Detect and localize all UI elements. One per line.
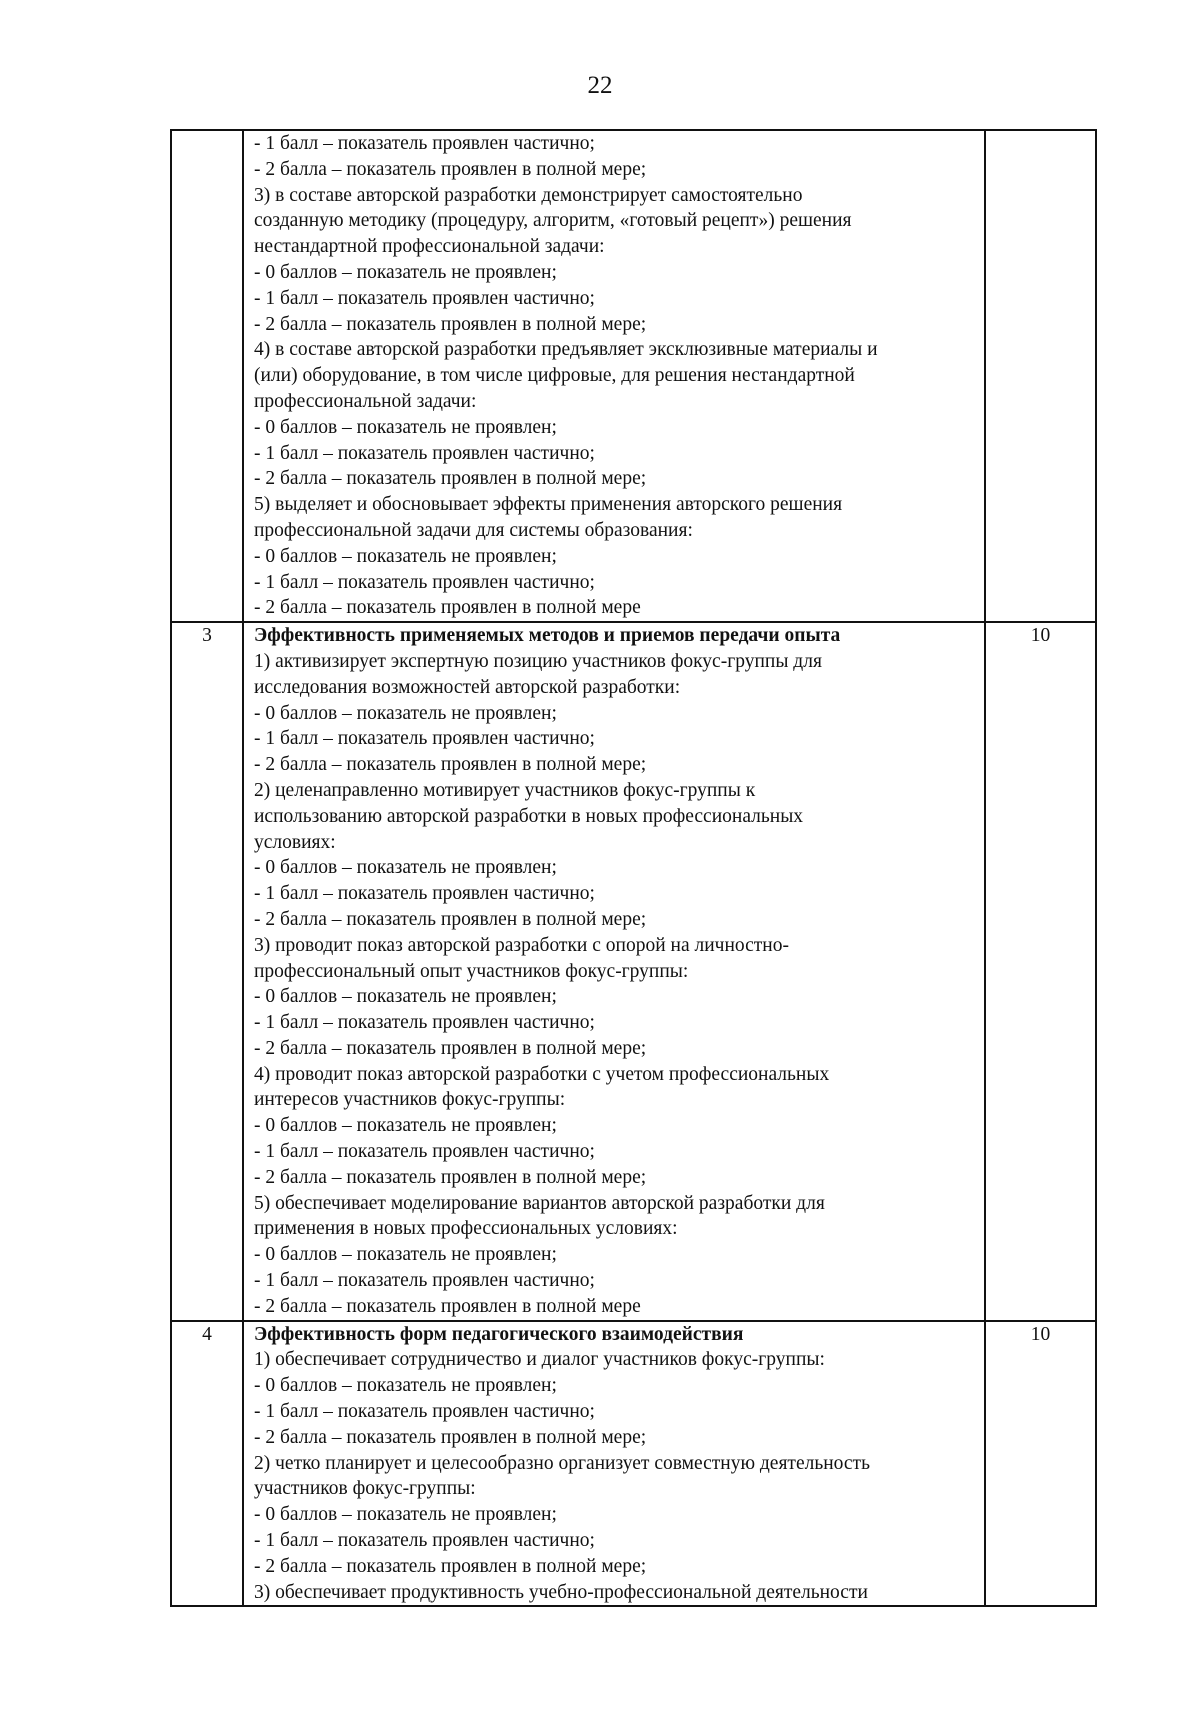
row-number: 3 [171, 622, 243, 1321]
criterion-line: - 2 балла – показатель проявлен в полной мере; [254, 1426, 647, 1448]
criterion-line: 3) обеспечивает продуктивность учебно-профессиональной деятельности [254, 1581, 868, 1603]
criterion-title: Эффективность применяемых методов и приемов передачи опыта [254, 625, 841, 647]
table-row [171, 130, 1096, 622]
criterion-line: - 1 балл – показатель проявлен частично; [254, 571, 595, 593]
table-row [171, 622, 1096, 1321]
criterion-line: - 1 балл – показатель проявлен частично; [254, 1012, 595, 1034]
criterion-line: профессиональной задачи для системы образования: [254, 519, 693, 541]
criterion-line: профессиональной задачи: [254, 390, 477, 412]
criterion-line: 3) проводит показ авторской разработки с опорой на личностно- [254, 934, 789, 956]
criterion-line: - 1 балл – показатель проявлен частично; [254, 287, 595, 309]
criterion-title: Эффективность форм педагогического взаимодействия [254, 1323, 744, 1345]
criterion-line: 1) активизирует экспертную позицию участников фокус-группы для [254, 650, 822, 672]
criterion-line: - 2 балла – показатель проявлен в полной мере; [254, 468, 647, 490]
criterion-line: - 1 балл – показатель проявлен частично; [254, 1141, 595, 1163]
criterion-line: - 0 баллов – показатель не проявлен; [254, 545, 557, 567]
criterion-line: 1) обеспечивает сотрудничество и диалог участников фокус-группы: [254, 1349, 825, 1371]
criterion-line: условиях: [254, 831, 336, 853]
criterion-line: профессиональный опыт участников фокус-группы: [254, 960, 689, 982]
criterion-line: участников фокус-группы: [254, 1478, 476, 1500]
criterion-line: - 2 балла – показатель проявлен в полной мере; [254, 313, 647, 335]
criterion-line: - 1 балл – показатель проявлен частично; [254, 1530, 595, 1552]
max-score: 10 [985, 622, 1096, 1321]
criterion-line: нестандартной профессиональной задачи: [254, 236, 605, 258]
criterion-description [243, 1321, 985, 1607]
criterion-line: применения в новых профессиональных условиях: [254, 1218, 678, 1240]
criterion-line: - 0 баллов – показатель не проявлен; [254, 986, 557, 1008]
criterion-line: - 2 балла – показатель проявлен в полной мере; [254, 1037, 647, 1059]
criterion-line: созданную методику (процедуру, алгоритм, «готовый рецепт») решения [254, 210, 852, 232]
criterion-line: - 2 балла – показатель проявлен в полной мере; [254, 754, 647, 776]
row-number: 4 [171, 1321, 243, 1607]
criterion-line: 5) обеспечивает моделирование вариантов авторской разработки для [254, 1192, 825, 1214]
table-row [171, 1321, 1096, 1607]
criterion-line: 4) в составе авторской разработки предъявляет эксклюзивные материалы и [254, 339, 878, 361]
criterion-line: 3) в составе авторской разработки демонстрирует самостоятельно [254, 184, 803, 206]
criterion-line: 2) целенаправленно мотивирует участников фокус-группы к [254, 779, 756, 801]
criterion-line: - 0 баллов – показатель не проявлен; [254, 1244, 557, 1266]
page-number: 22 [587, 72, 613, 99]
criterion-line: - 1 балл – показатель проявлен частично; [254, 1270, 595, 1292]
criterion-line: - 0 баллов – показатель не проявлен; [254, 702, 557, 724]
criterion-line: - 2 балла – показатель проявлен в полной мере; [254, 158, 647, 180]
criterion-line: интересов участников фокус-группы: [254, 1089, 566, 1111]
criterion-line: - 0 баллов – показатель не проявлен; [254, 416, 557, 438]
criterion-line: использованию авторской разработки в новых профессиональных [254, 805, 804, 827]
criterion-line: - 0 баллов – показатель не проявлен; [254, 261, 557, 283]
criterion-description [243, 130, 985, 622]
criterion-line: - 2 балла – показатель проявлен в полной мере [254, 1295, 641, 1317]
criterion-line: - 0 баллов – показатель не проявлен; [254, 1375, 557, 1397]
criterion-line: 5) выделяет и обосновывает эффекты применения авторского решения [254, 494, 843, 516]
criteria-table [170, 129, 1097, 1607]
criterion-line: 4) проводит показ авторской разработки с учетом профессиональных [254, 1063, 830, 1085]
row-number [171, 130, 243, 622]
criterion-line: - 0 баллов – показатель не проявлен; [254, 1115, 557, 1137]
criterion-line: - 1 балл – показатель проявлен частично; [254, 133, 595, 154]
criterion-line: - 1 балл – показатель проявлен частично; [254, 883, 595, 905]
max-score [985, 130, 1096, 622]
criterion-line: 2) четко планирует и целесообразно организует совместную деятельность [254, 1452, 870, 1474]
criterion-line: - 2 балла – показатель проявлен в полной мере; [254, 908, 647, 930]
criterion-description [243, 622, 985, 1321]
criterion-line: - 2 балла – показатель проявлен в полной мере; [254, 1166, 647, 1188]
criterion-line: (или) оборудование, в том числе цифровые, для решения нестандартной [254, 365, 855, 387]
criterion-line: - 1 балл – показатель проявлен частично; [254, 728, 595, 750]
criterion-line: - 1 балл – показатель проявлен частично; [254, 1401, 595, 1423]
criterion-line: - 0 баллов – показатель не проявлен; [254, 857, 557, 879]
criterion-line: - 1 балл – показатель проявлен частично; [254, 442, 595, 464]
criterion-line: - 2 балла – показатель проявлен в полной мере; [254, 1555, 647, 1577]
criterion-line: - 2 балла – показатель проявлен в полной мере [254, 597, 641, 619]
criterion-line: - 0 баллов – показатель не проявлен; [254, 1504, 557, 1526]
criteria-table-body [171, 130, 1096, 1606]
criterion-line: исследования возможностей авторской разработки: [254, 676, 681, 698]
max-score: 10 [985, 1321, 1096, 1607]
